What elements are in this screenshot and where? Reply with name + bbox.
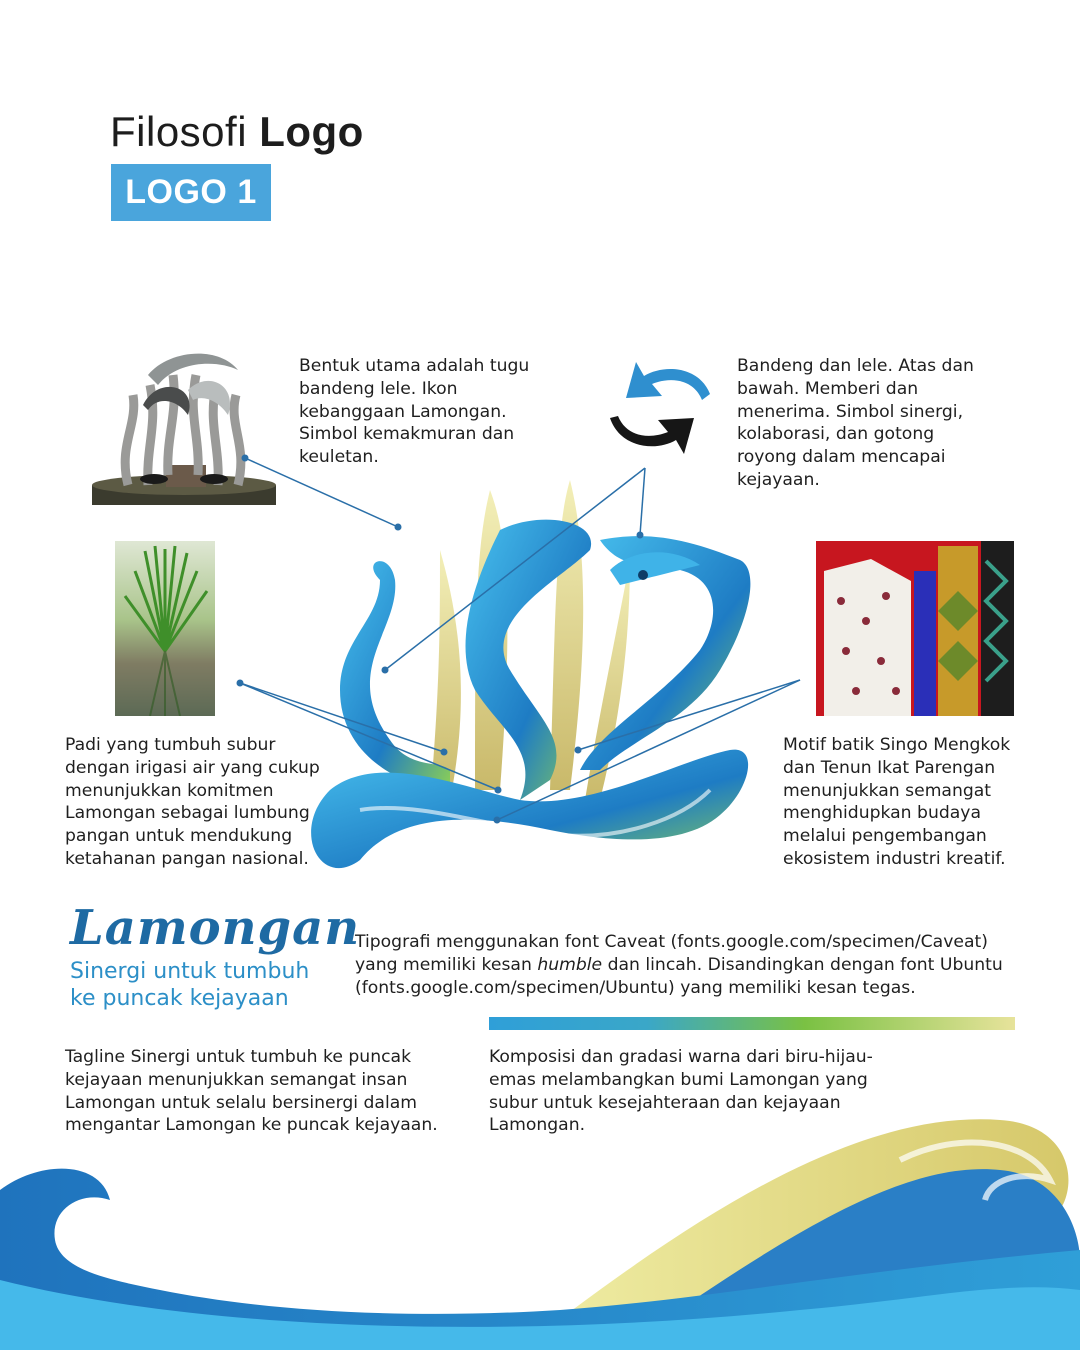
callout-tugu-text: Bentuk utama adalah tugu bandeng lele. Ikon kebanggaan Lamongan. Simbol kemakmuran dan keuletan. [299,356,530,468]
title-regular: Filosofi [110,108,260,155]
callout-sinergi-text: Bandeng dan lele. Atas dan bawah. Memberi dan menerima. Simbol sinergi, kolaborasi, dan gotong royong dalam mencapai kejayaan. [737,356,974,490]
tagline-description: Tagline Sinergi untuk tumbuh ke puncak kejayaan menunjukkan semangat insan Lamongan untuk selalu bersinergi dalam mengantar Lamongan ke puncak kejayaan. [65,1047,438,1136]
wordmark-name: Lamongan [70,900,361,956]
color-gradient-bar [489,1017,1015,1030]
typography-text-part1: Tipografi menggunakan font Caveat (fonts.google.com/specimen/Caveat) yang memiliki kesan [355,932,988,975]
typography-text-part2: dan lincah. Disandingkan dengan font Ubuntu (fonts.google.com/specimen/Ubuntu) yang memiliki kesan tegas. [355,954,1003,998]
callout-padi-text: Padi yang tumbuh subur dengan irigasi air yang cukup menunjukkan komitmen Lamongan sebagai lumbung pangan untuk mendukung ketahanan pangan nasional. [65,735,320,869]
bottom-wave-decoration [0,1100,1080,1350]
wordmark [70,900,361,1012]
title-bold: Logo [259,108,364,155]
color-description: Komposisi dan gradasi warna dari biru-hijau-emas melambangkan bumi Lamongan yang subur untuk kesejahteraan dan kejayaan Lamongan. [489,1047,873,1136]
wordmark-line2: ke puncak kejayaan [70,986,289,1011]
typography-text [355,931,1015,999]
logo-badge: LOGO 1 [111,164,271,221]
wordmark-line1: Sinergi untuk tumbuh [70,959,310,984]
callout-batik-text: Motif batik Singo Mengkok dan Tenun Ikat Parengan menunjukkan semangat menghidupkan budaya melalui pengembangan ekosistem industri kreatif. [783,735,1011,869]
typography-text-italic: humble [537,954,603,975]
